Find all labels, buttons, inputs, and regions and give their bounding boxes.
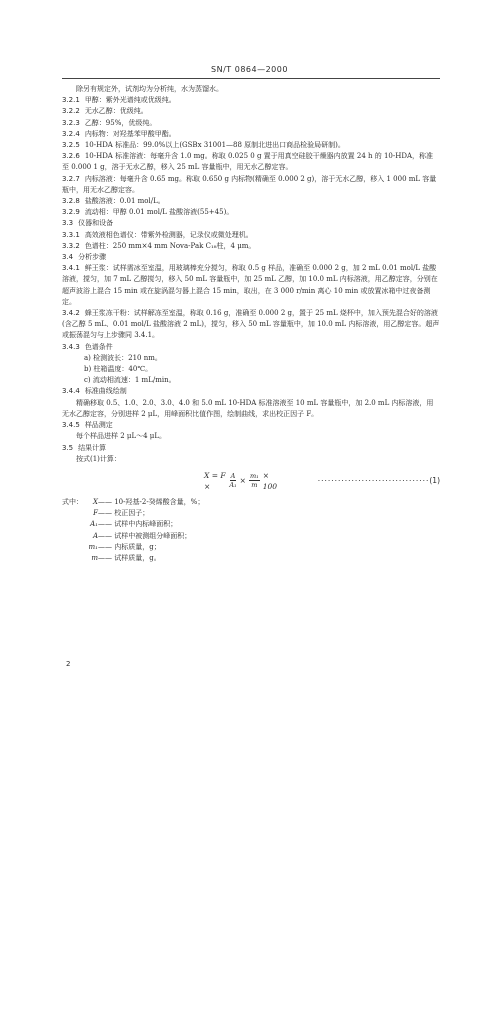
reagent-item: 3.2.3 乙醇：95%，优级纯。 bbox=[62, 118, 157, 127]
formula-times: × bbox=[239, 476, 246, 486]
variable-row bbox=[62, 519, 440, 530]
condition-item: c) 流动相流速：1 mL/min。 bbox=[84, 376, 176, 385]
section-heading-3-4: 3.4 分析步骤 bbox=[62, 253, 107, 262]
calc-intro: 按式(1)计算： bbox=[76, 454, 121, 463]
condition-item: b) 柱箱温度：40℃。 bbox=[84, 365, 153, 374]
variable-symbol: m₁ bbox=[88, 542, 98, 551]
formula-area-numerator: A bbox=[230, 472, 236, 481]
step-3-4-5-heading: 3.4.5 样品测定 bbox=[62, 421, 113, 430]
header-rule bbox=[62, 78, 440, 79]
formula-mass-denominator: m bbox=[251, 481, 258, 490]
reagent-item: 3.2.7 内标溶液：每毫升含 0.65 mg。称取 0.650 g 内标物(精确至 0.000 2 g)，溶于无水乙醇，移入 1 000 mL 容量瓶中，用无水乙醇定容。 bbox=[62, 174, 437, 194]
variable-row bbox=[62, 497, 440, 508]
result-formula bbox=[62, 469, 440, 493]
formula-tail: × 100 bbox=[262, 470, 278, 491]
variable-row bbox=[62, 531, 440, 542]
variable-symbol: A₁ bbox=[90, 520, 98, 529]
reagent-item: 3.2.2 无水乙醇：优级纯。 bbox=[62, 107, 148, 116]
standard-code-header: SN/T 0864—2000 bbox=[211, 65, 288, 74]
variable-description: —— 10-羟基-2-癸烯酸含量，%； bbox=[98, 497, 205, 506]
step-3-4-4-heading: 3.4.4 标准曲线绘制 bbox=[62, 387, 127, 396]
formula-area-fraction bbox=[229, 472, 236, 489]
formula-mass-fraction bbox=[249, 472, 260, 489]
variable-symbol: F bbox=[93, 509, 98, 518]
variable-definitions bbox=[62, 497, 440, 564]
reagent-item: 3.2.4 内标物：对羟基苯甲酸甲酯。 bbox=[62, 129, 176, 138]
variable-description: —— 试样质量，g。 bbox=[98, 553, 161, 562]
condition-item: a) 检测波长：210 nm。 bbox=[84, 353, 162, 362]
step-3-4-2: 3.4.2 蜂王浆冻干粉：试样解冻至室温，称取 0.16 g，准确至 0.000 2 g，置于 25 mL 烧杯中，加入预先混合好的溶液(含乙醇 5 mL、0.01 mol/L 盐酸溶液 2 mL)，搅匀，移入 50 mL 容量瓶中，加 10.0 mL 内标溶液，用乙醇定容。超声或振荡混匀与上步骤同 3.4.1。 bbox=[62, 309, 440, 340]
variable-description: —— 校正因子； bbox=[98, 509, 150, 518]
variable-description: —— 试样中被测组分峰面积； bbox=[98, 531, 192, 540]
variable-symbol: X bbox=[93, 497, 98, 506]
variable-symbol: m bbox=[91, 553, 98, 562]
formula-mass-numerator: m₁ bbox=[249, 472, 259, 481]
variable-description: —— 试样中内标峰面积； bbox=[98, 520, 178, 529]
formula-lhs: X = F × bbox=[204, 470, 226, 491]
variable-symbol: A bbox=[92, 531, 98, 540]
intro-paragraph: 除另有规定外，试剂均为分析纯，水为蒸馏水。 bbox=[76, 85, 223, 93]
section-heading-3-5: 3.5 结果计算 bbox=[62, 443, 107, 452]
instrument-item: 3.3.1 高效液相色谱仪：带紫外检测器，记录仪或微处理机。 bbox=[62, 230, 253, 239]
variable-row bbox=[62, 508, 440, 519]
where-label: 式中： bbox=[62, 497, 83, 506]
instrument-item: 3.3.2 色谱柱：250 mm×4 mm Nova-Pak C₁₈柱，4 μm。 bbox=[62, 241, 256, 250]
formula-number: (1) bbox=[429, 476, 440, 486]
reagent-item: 3.2.5 10-HDA 标准品：99.0%以上(GSBx 31001—88 原制北进出口商品检验局研制)。 bbox=[62, 141, 345, 150]
reagent-list bbox=[62, 95, 440, 218]
step-3-4-4-text: 精确移取 0.5、1.0、2.0、3.0、4.0 和 5.0 mL 10-HDA 标准溶液至 10 mL 容量瓶中，加 2.0 mL 内标溶液，用无水乙醇定容，分别进样 2 μL，用峰面积比值作图，绘制曲线，求出校正因子 F。 bbox=[62, 398, 434, 418]
reagent-item: 3.2.1 甲醇：紫外光谱纯或优级纯。 bbox=[62, 96, 176, 105]
step-3-4-1: 3.4.1 鲜王浆：试样需冰至室温，用玻璃棒充分搅匀，称取 0.5 g 样品，准确至 0.000 2 g，加 2 mL 0.01 mol/L 盐酸溶液，搅匀，加 7 mL 乙醇搅匀，移入 50 mL 容量瓶中，加 25 mL 乙醇，加 10.0 mL 内标溶液，用乙醇定容，分别在超声波浴上混合 15 min 或在旋涡混匀器上混合 15 min，取出，在 3 000 r/min 离心 10 min 或放置冰箱中过夜备测定。 bbox=[62, 264, 438, 306]
section-heading-3-3: 3.3 仪器和设备 bbox=[62, 219, 114, 228]
variable-row bbox=[62, 553, 440, 564]
reagent-item: 3.2.9 流动相：甲醇 0.01 mol/L 盐酸溶液(55+45)。 bbox=[62, 208, 234, 217]
variable-description: —— 内标质量，g； bbox=[98, 542, 161, 551]
reagent-item: 3.2.8 盐酸溶液：0.01 mol/L。 bbox=[62, 197, 165, 206]
reagent-item: 3.2.6 10-HDA 标准溶液：每毫升含 1.0 mg。称取 0.025 0 g 置于用真空硅胶干燥器内放置 24 h 的 10-HDA，称准至 0.000 1 g，溶于无水乙醇，移入 25 mL 容量瓶中，用无水乙醇定容。 bbox=[62, 152, 434, 172]
formula-area-denominator: A₁ bbox=[229, 481, 237, 490]
step-3-4-5-text: 每个样品进样 2 μL～4 μL。 bbox=[76, 432, 166, 441]
variable-row bbox=[62, 542, 440, 553]
document-body bbox=[62, 84, 440, 564]
formula-leader-dots: ································· bbox=[317, 476, 430, 486]
step-3-4-3-heading: 3.4.3 色谱条件 bbox=[62, 342, 113, 351]
page-number: 2 bbox=[66, 660, 71, 668]
